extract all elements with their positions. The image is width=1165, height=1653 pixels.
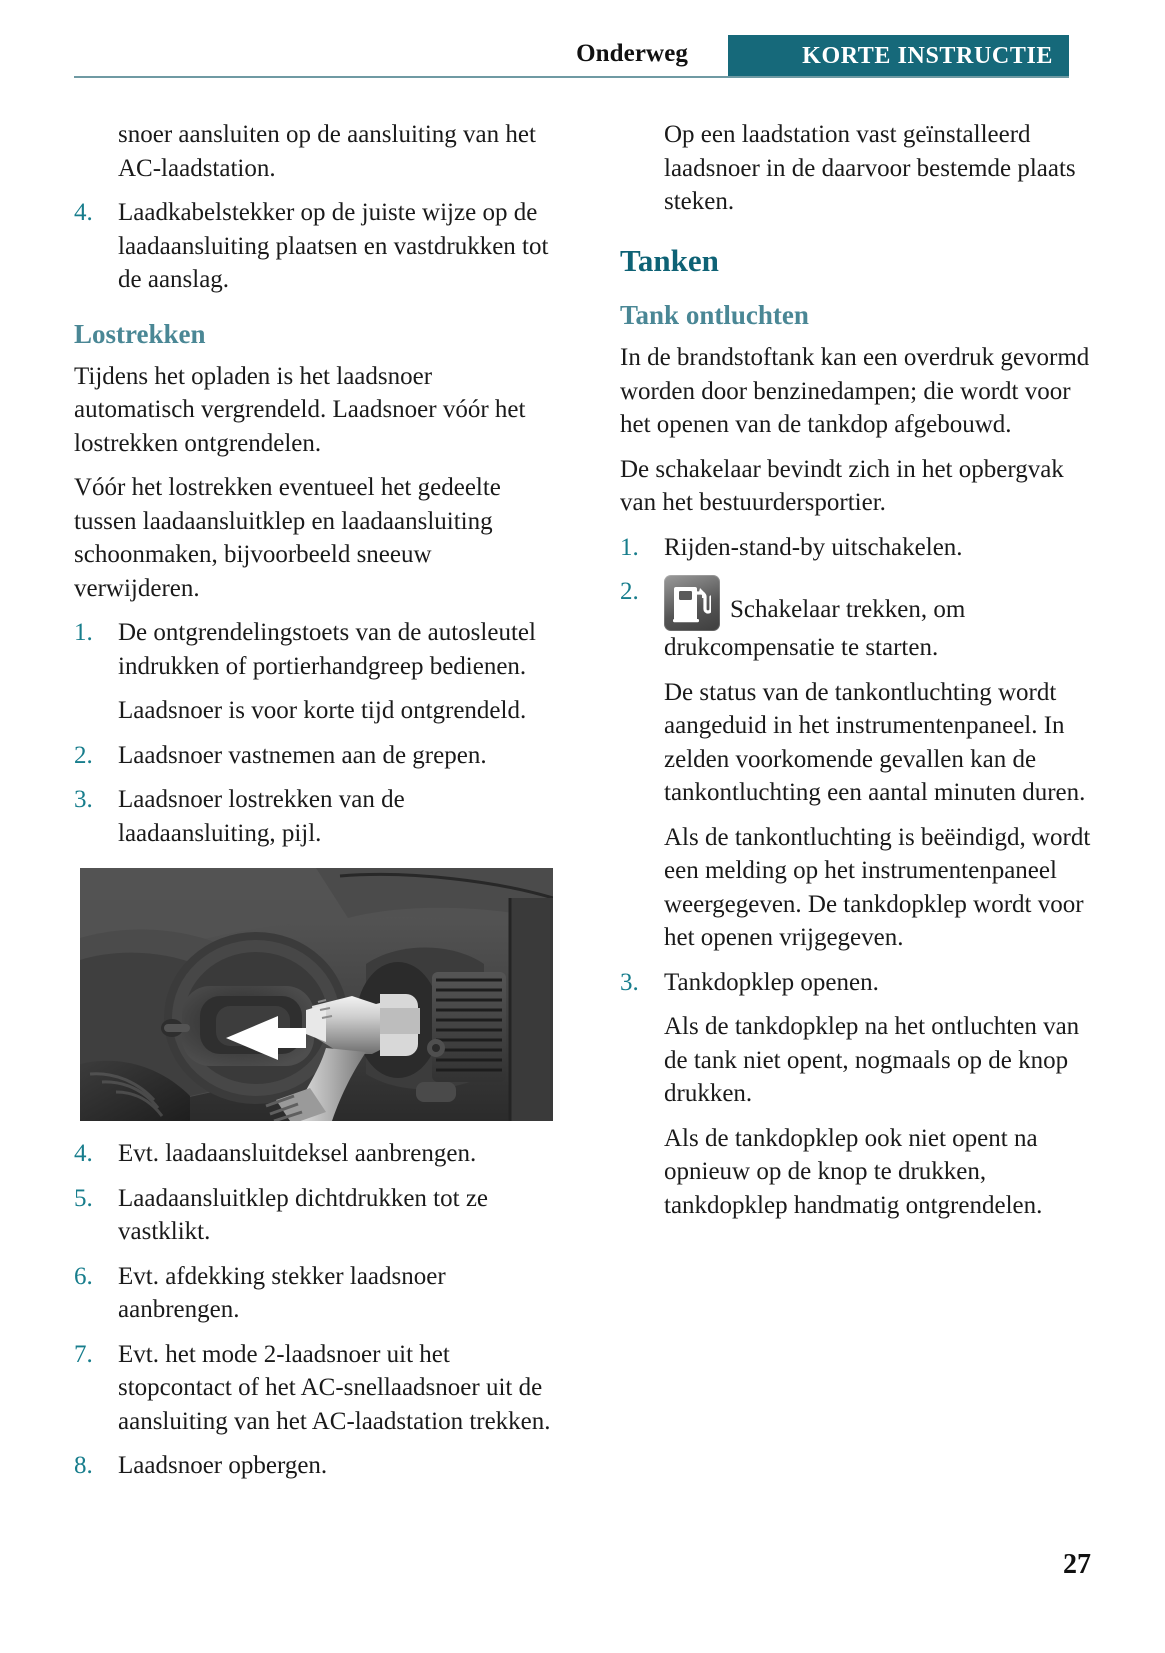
list-item-text: Evt. laadaansluitdeksel aanbrengen. <box>118 1140 477 1168</box>
header-chapter-title: Onderweg <box>576 40 688 67</box>
list-item-text: Evt. afdekking stekker laadsnoer aanbrengen. <box>118 1262 446 1324</box>
list-item-number: 1. <box>620 533 639 561</box>
list-item-text: Evt. het mode 2-laadsnoer uit het stopcontact of het AC-snellaadsnoer uit de aansluiting van het AC-laadstation trekken. <box>118 1340 551 1435</box>
left-column <box>74 118 551 1494</box>
list-item-number: 6. <box>74 1262 93 1290</box>
left-paragraph-1: Tijdens het opladen is het laadsnoer automatisch vergrendeld. Laadsnoer vóór het lostrekken ontgrendelen. <box>74 362 526 457</box>
left-paragraph-2: Vóór het lostrekken eventueel het gedeelte tussen laadaansluitklep en laadaansluiting schoonmaken, bijvoorbeeld sneeuw verwijderen. <box>74 474 501 602</box>
list-item-text: Rijden-stand-by uitschakelen. <box>664 533 963 561</box>
list-item-number: 3. <box>74 786 93 814</box>
figure-charging-plug <box>80 868 553 1121</box>
running-header <box>0 0 1165 92</box>
list-item-note: De status van de tankontluchting wordt aangeduid in het instrumentenpaneel. In zelden voorkomende gevallen kan de tankontluchting een aantal minuten duren. <box>664 678 1086 807</box>
list-item <box>74 783 551 850</box>
list-item <box>74 616 551 728</box>
right-subheading-tank-ontluchten: Tank ontluchten <box>620 300 809 331</box>
list-item <box>74 1137 551 1171</box>
list-item-number: 4. <box>74 199 93 226</box>
list-item-number: 5. <box>74 1184 93 1212</box>
list-item <box>74 739 551 773</box>
list-item-text: Laadaansluitklep dichtdrukken tot ze vastklikt. <box>118 1184 489 1246</box>
list-item <box>74 1449 551 1483</box>
list-item <box>620 531 1097 565</box>
header-section-label: KORTE INSTRUCTIE <box>802 43 1053 69</box>
left-section-heading-lostrekken: Lostrekken <box>74 318 206 349</box>
list-item-number: 1. <box>74 619 93 647</box>
right-section-heading-tanken: Tanken <box>620 242 719 278</box>
header-section-band <box>728 35 1069 76</box>
list-item <box>620 575 1097 955</box>
fuel-pump-icon <box>664 575 720 631</box>
list-item-text: Schakelaar trekken, om drukcompensatie te starten. <box>664 596 966 662</box>
list-item <box>74 1182 551 1249</box>
list-item-number: 2. <box>74 741 93 769</box>
list-item-note: Als de tankontluchting is beëindigd, wordt een melding op het instrumentenpaneel weergegeven. De tankdopklep wordt voor het openen vrijgegeven. <box>664 823 1091 952</box>
right-continuation-paragraph: Op een laadstation vast geïnstalleerd laadsnoer in de daarvoor bestemde plaats steken. <box>664 121 1076 215</box>
list-item-note: Als de tankdopklep ook niet opent na opnieuw op de knop te drukken, tankdopklep handmatig ontgrendelen. <box>664 1124 1043 1219</box>
header-rule <box>74 76 1069 78</box>
right-step-list <box>620 531 1097 1223</box>
list-item-note: Laadsnoer is voor korte tijd ontgrendeld. <box>118 697 527 725</box>
list-item-note: Als de tankdopklep na het ontluchten van de tank niet opent, nogmaals op de knop drukken. <box>664 1013 1080 1108</box>
left-mid-step-list <box>74 616 551 850</box>
left-continuation-paragraph: snoer aansluiten op de aansluiting van het AC-laadstation. <box>118 121 536 182</box>
page-number: 27 <box>1063 1549 1091 1580</box>
right-paragraph-1: In de brandstoftank kan een overdruk gevormd worden door benzinedampen; die wordt voor het openen van de tankdop afgebouwd. <box>620 344 1090 439</box>
figure-charging-plug-image <box>80 868 553 1121</box>
list-item-text: Laadsnoer opbergen. <box>118 1452 328 1480</box>
list-item-number: 2. <box>620 578 639 606</box>
list-item-number: 4. <box>74 1140 93 1168</box>
list-item-number: 7. <box>74 1340 93 1368</box>
fuel-pump-icon-glyph <box>673 583 711 623</box>
list-item-text: Tankdopklep openen. <box>664 968 879 996</box>
list-item <box>74 1260 551 1327</box>
list-item <box>620 966 1097 1223</box>
right-paragraph-2: De schakelaar bevindt zich in het opbergvak van het bestuurdersportier. <box>620 455 1064 517</box>
list-item-number: 8. <box>74 1452 93 1480</box>
list-item <box>74 1338 551 1439</box>
list-item-text: De ontgrendelingstoets van de autosleutel indrukken of portierhandgreep bedienen. <box>118 619 536 680</box>
list-item <box>74 196 551 297</box>
list-item-text: Laadsnoer vastnemen aan de grepen. <box>118 741 487 769</box>
right-column <box>620 118 1097 1233</box>
left-bottom-step-list <box>74 1137 551 1483</box>
left-top-step-list <box>74 196 551 297</box>
list-item-text: Laadsnoer lostrekken van de laadaansluiting, pijl. <box>118 786 405 847</box>
list-item-text: Laadkabelstekker op de juiste wijze op de laadaansluiting plaatsen en vastdrukken tot de aanslag. <box>118 199 549 293</box>
list-item-number: 3. <box>620 968 639 996</box>
